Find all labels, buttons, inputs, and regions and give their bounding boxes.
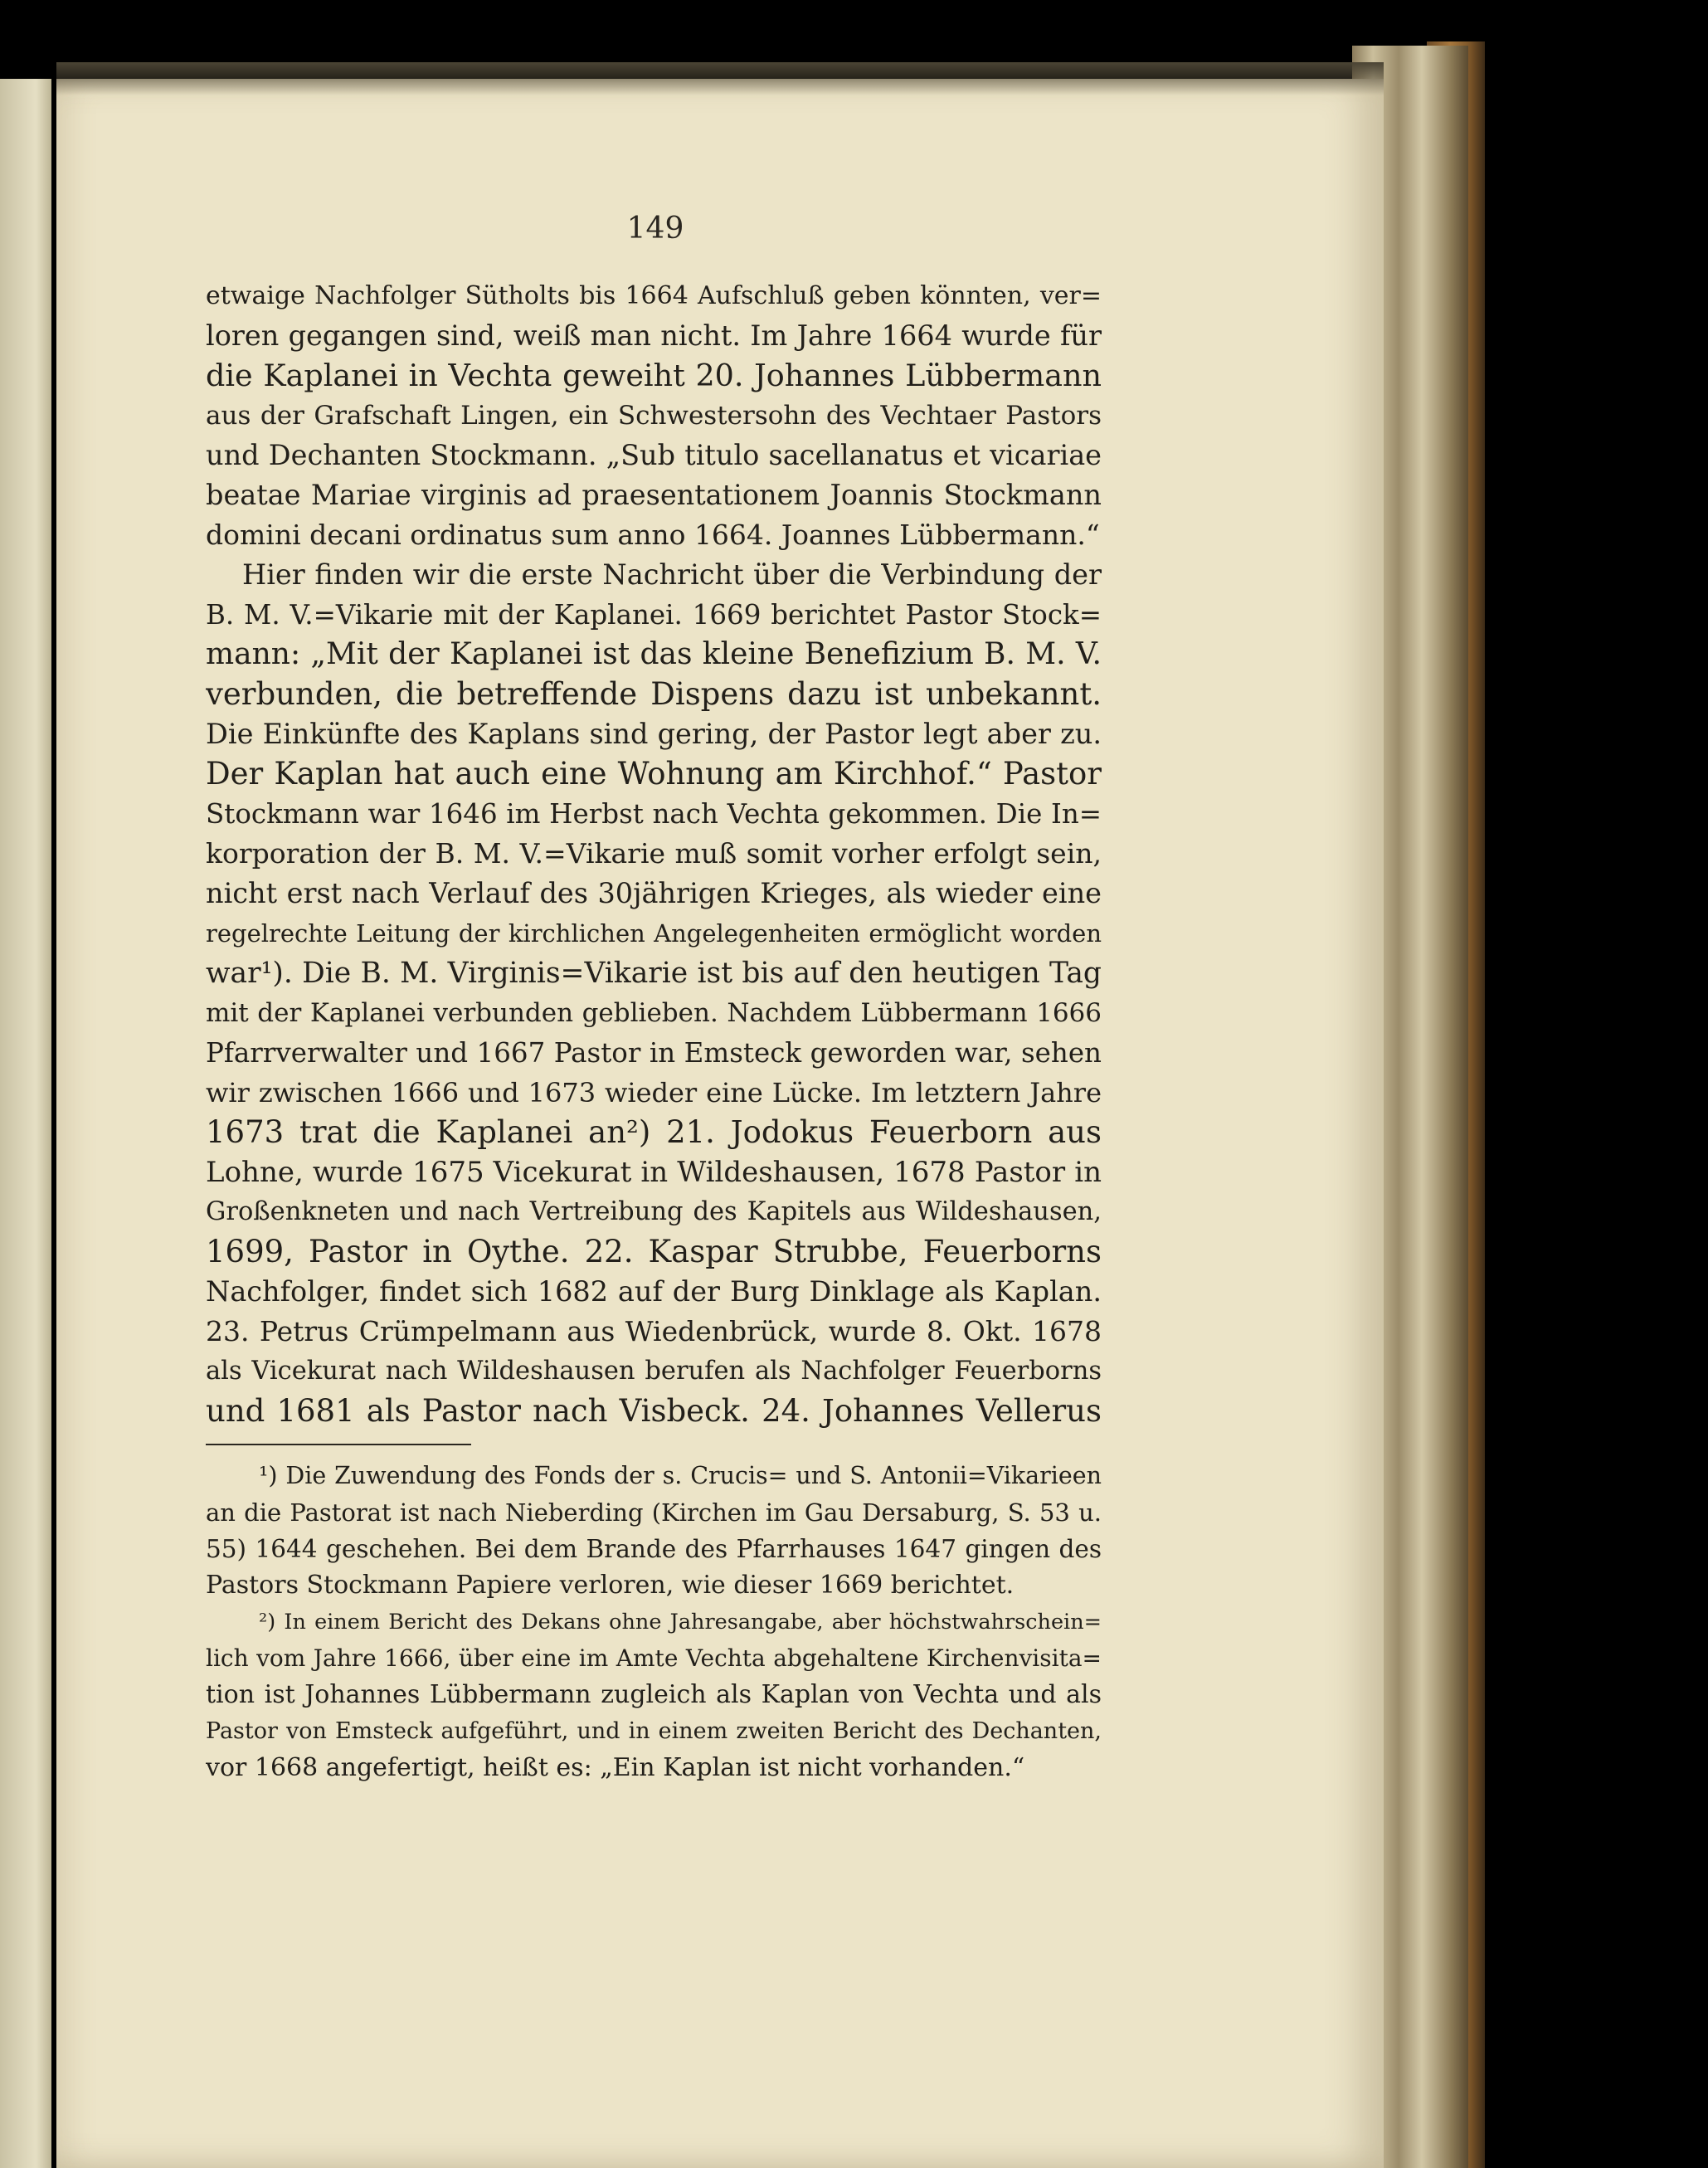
text-line: Lohne, wurde 1675 Vicekurat in Wildeshausen, 1678 Pastor in [206, 1156, 1102, 1189]
text-line: mann: „Mit der Kaplanei ist das kleine Benefizium B. M. V. [206, 637, 1102, 671]
text-line: B. M. V.=Vikarie mit der Kaplanei. 1669 berichtet Pastor Stock= [206, 599, 1102, 631]
text-line: Stockmann war 1646 im Herbst nach Vechta gekommen. Die In= [206, 798, 1102, 830]
page-top-shadow [56, 62, 1384, 95]
text-line: war¹). Die B. M. Virginis=Vikarie ist bis auf den heutigen Tag [206, 957, 1102, 990]
text-line: beatae Mariae virginis ad praesentationem Joannis Stockmann [206, 479, 1102, 511]
text-line: loren gegangen sind, weiß man nicht. Im Jahre 1664 wurde für [206, 319, 1102, 352]
text-line: 1673 trat die Kaplanei an²) 21. Jodokus Feuerborn aus [206, 1114, 1102, 1150]
footnote-line: Pastors Stockmann Papiere verloren, wie dieser 1669 berichtet. [206, 1571, 1015, 1600]
text-line: korporation der B. M. V.=Vikarie muß somit vorher erfolgt sein, [206, 837, 1102, 870]
text-line: Der Kaplan hat auch eine Wohnung am Kirchhof.“ Pastor [206, 756, 1102, 792]
footnote-line: lich vom Jahre 1666, über eine im Amte Vechta abgehaltene Kirchenvisita= [206, 1644, 1102, 1672]
footnote-line: an die Pastorat ist nach Nieberding (Kirchen im Gau Dersaburg, S. 53 u. [206, 1498, 1102, 1527]
text-line: wir zwischen 1666 und 1673 wieder eine Lücke. Im letztern Jahre [206, 1077, 1102, 1108]
footnote-line: ²) In einem Bericht des Dekans ohne Jahresangabe, aber höchstwahrschein= [259, 1610, 1102, 1635]
text-line: Hier finden wir die erste Nachricht über die Verbindung der [242, 558, 1102, 591]
text-line: als Vicekurat nach Wildeshausen berufen als Nachfolger Feuerborns [206, 1357, 1102, 1386]
footnote-line: 55) 1644 geschehen. Bei dem Brande des Pfarrhauses 1647 gingen des [206, 1535, 1102, 1563]
text-line: 23. Petrus Crümpelmann aus Wiedenbrück, wurde 8. Okt. 1678 [206, 1315, 1102, 1347]
text-line: regelrechte Leitung der kirchlichen Angelegenheiten ermöglicht worden [206, 919, 1102, 948]
text-line: Nachfolger, findet sich 1682 auf der Burg Dinklage als Kaplan. [206, 1275, 1102, 1308]
footnote-line: tion ist Johannes Lübbermann zugleich als Kaplan von Vechta und als [206, 1680, 1102, 1709]
text-line: und 1681 als Pastor nach Visbeck. 24. Johannes Vellerus [206, 1393, 1102, 1429]
footnote-line: ¹) Die Zuwendung des Fonds der s. Crucis= und S. Antonii=Vikarieen [259, 1462, 1102, 1489]
footnote-line: vor 1668 angefertigt, heißt es: „Ein Kaplan ist nicht vorhanden.“ [206, 1753, 1025, 1782]
text-line: nicht erst nach Verlauf des 30jährigen Krieges, als wieder eine [206, 877, 1102, 909]
text-line: etwaige Nachfolger Sütholts bis 1664 Aufschluß geben könnten, ver= [206, 281, 1102, 310]
text-line: und Dechanten Stockmann. „Sub titulo sacellanatus et vicariae [206, 439, 1102, 471]
text-line: 1699, Pastor in Oythe. 22. Kaspar Strubbe, Feuerborns [206, 1234, 1102, 1269]
text-line: die Kaplanei in Vechta geweiht 20. Johannes Lübbermann [206, 358, 1102, 393]
text-line: Pfarrverwalter und 1667 Pastor in Emsteck geworden war, sehen [206, 1037, 1102, 1069]
footnote-divider [206, 1444, 471, 1445]
text-line: aus der Grafschaft Lingen, ein Schwestersohn des Vechtaer Pastors [206, 401, 1102, 431]
page-number: 149 [626, 212, 684, 246]
text-line: mit der Kaplanei verbunden geblieben. Nachdem Lübbermann 1666 [206, 998, 1102, 1028]
left-page-edge [0, 79, 51, 2168]
text-line: domini decani ordinatus sum anno 1664. Joannes Lübbermann.“ [206, 519, 1100, 551]
text-line: verbunden, die betreffende Dispens dazu ist unbekannt. [206, 676, 1102, 712]
footnote-line: Pastor von Emsteck aufgeführt, und in einem zweiten Bericht des Dechanten, [206, 1718, 1102, 1744]
text-line: Die Einkünfte des Kaplans sind gering, der Pastor legt aber zu. [206, 718, 1102, 750]
text-line: Großenkneten und nach Vertreibung des Kapitels aus Wildeshausen, [206, 1197, 1102, 1226]
